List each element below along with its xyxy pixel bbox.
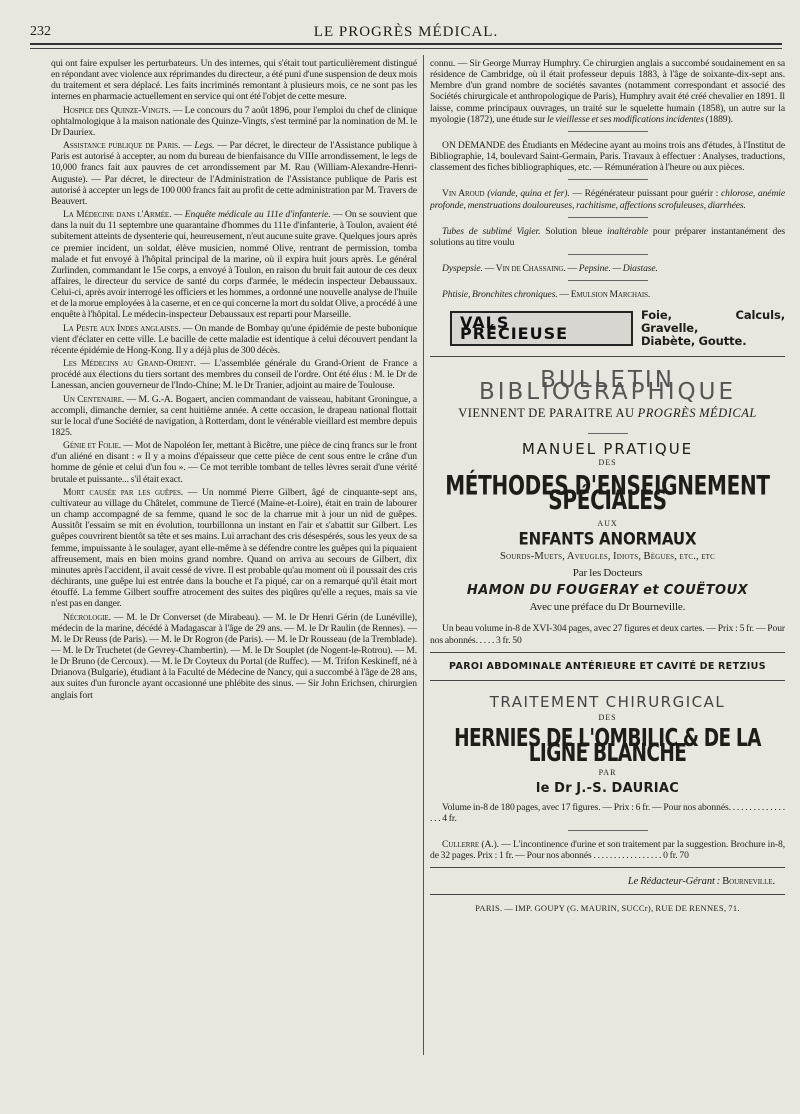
news-body: — Par décret, le directeur de l'Assistance publique à Paris est autorisé à accepter, au nom du bureau de bienfaisance du VIIIe arrondissement, le legs de 10,000 francs fait aux pauvres de cet arrondissement par M. Rau (William-Alexandre-Henri-Auguste). — Par décret, le directeur de l'Administration de l'Assistance publique de Paris est autorisé à accepter un legs de 100 000 francs fait au profit de cette administration par M. Travers de Beauvert. (51, 140, 417, 207)
book-preface: Avec une préface du Dr Bourneville. (529, 601, 686, 614)
advert-text: Solution bleue (540, 225, 608, 237)
book-title: le vieillesse et ses modifications incidentes (546, 113, 704, 125)
bulletin-title: BULLETIN BIBLIOGRAPHIQUE (478, 367, 737, 405)
bulletin-subtitle (430, 405, 785, 420)
section-rule (430, 894, 785, 895)
book-title-connector: DES (598, 457, 617, 467)
header-rule-thin (30, 48, 782, 49)
right-column (430, 58, 785, 1058)
advert-vals (450, 307, 785, 348)
advert-condition: Dyspepsie. (442, 263, 483, 275)
news-subheading: — Enquête médicale au 111e d'infanterie. (171, 209, 331, 221)
news-body: — L'assemblée générale du Grand-Orient de France a procédé aux élections du tiers sortant des membres du conseil de l'ordre. Ont été élus : M. le Dr de Lanessan, ancien gouverneur de l'Indo-Chine; M. le Dr Tranier, adjoint au maire de Toulouse. (51, 358, 417, 392)
book-title-methodes: MÉTHODES D'ENSEIGNEMENT SPÉCIALES (445, 468, 770, 517)
vals-indications (641, 309, 785, 348)
news-body: — On se souvient que dans la nuit du 11 septembre une quarantaine d'hommes du 111e d'infanterie, à Toulon, avaient été subitement atteints de dysenterie qui, heureusement, n'eut aucune suite grave. Quelques jours après ce premier incident, un soldat, élève musicien, nommé Olive, rentrant de permission, tomba malade et fut envoyé à l'hôpital principal de la marine, où il expira huit jours après. Le général Zurlinden, commandant le 15e corps, a envoyé à Toulon, en raison du bruit fait autour de ces deux affaires, le directeur du service de santé du corps d'armée, le médecin inspecteur Debaussaux. Celui-ci, après avoir interrogé les officiers et les hommes, a ordonné une nouvelle analyse de l'huile et de la morue employées à la caserne, et en ce qui concerne la mort du soldat Olive, a procédé à une enquête à l'hôpital. Le médecin-inspecteur Debaussaux est reparti pour Marseille. (51, 209, 417, 321)
news-item (51, 440, 417, 485)
section-rule (430, 867, 785, 868)
vals-line: Foie, Calculs, Gravelle, (640, 307, 785, 335)
header-rule (30, 43, 782, 45)
news-heading: Mort causée par les guêpes. (63, 486, 184, 498)
book-subtitle: Sourds-Muets, Aveugles, Idiots, Bègues, etc., etc (499, 550, 716, 562)
journal-title: LE PROGRÈS MÉDICAL. (313, 24, 499, 40)
news-item (51, 358, 417, 391)
advert-tubes-vigier (430, 226, 785, 248)
book-title-paroi: PAROI ABDOMINALE ANTÉRIEURE ET CAVITÉ DE RETZIUS (448, 660, 767, 672)
advert-brand: Tubes de sublimé Vigier. (442, 225, 541, 237)
continuation-end: (1889). (703, 113, 733, 125)
news-heading: La Médecine dans l'Armée. (63, 209, 172, 221)
separator (568, 280, 648, 281)
book-title-connector: AUX (597, 519, 618, 529)
separator (568, 131, 648, 132)
book-authors: HAMON DU FOUGERAY et COUËTOUX (466, 583, 749, 599)
advert-brand: Vin Aroud (442, 188, 488, 200)
advert-products: Pepsine. — Diastase. (578, 263, 658, 275)
subtitle-journal: PROGRÈS MÉDICAL (637, 405, 757, 420)
separator (588, 433, 628, 434)
page-number: 232 (30, 24, 51, 39)
news-item (51, 105, 417, 138)
separator (568, 254, 648, 255)
advert-indications: chlorose, anémie profonde, menstruations douloureuses, rachitisme, affections scrofuleuses, diarrhées. (430, 188, 785, 211)
advert-brand: — Vin de Chassaing. — (482, 263, 579, 275)
book-title-manuel: MANUEL PRATIQUE (521, 439, 694, 458)
news-heading: Nécrologie. (63, 611, 111, 623)
news-heading: La Peste aux Indes anglaises. (63, 322, 181, 334)
news-heading: Un Centenaire. (63, 393, 125, 405)
news-item (51, 140, 417, 207)
column-divider (423, 55, 424, 1055)
separator (568, 217, 648, 218)
advert-phtisie (430, 289, 785, 300)
left-column (51, 58, 417, 1058)
advert-cullerre (430, 839, 785, 861)
advert-on-demande: ON DEMANDE des Étudiants en Médecine ayant au moins trois ans d'études, à l'Institut de Bibliographie, 14, boulevard Saint-Germain, Paris. Travaux à effectuer : Analyses, traductions, classement des fiches bibliographiques, etc. — Rémunération à l'heure ou aux pièces. (430, 139, 785, 174)
news-heading: Génie et Folie. (63, 440, 122, 452)
news-body: — On mande de Bombay qu'une épidémie de peste bubonique vient d'éclater en cette ville. Le bacille de cette maladie est identique à celui découvert pendant la récente épidémie de Hong-Kong. Il y a déjà plus de 300 décès. (51, 322, 417, 356)
advert-brand: — Emulsion Marchais. (557, 289, 651, 301)
advert-vin-aroud (430, 188, 785, 210)
paragraph-continuation: qui ont faire expulser les perturbateurs. Un des internes, qui s'était tout particulièrement distingué en répondant avec violence aux réprimandes du directeur, a été puni d'une suspension de deux mois du traitement et sera déplacé. Les faits incriminés remontant à plusieurs mois, ce ne sont pas les internes en pharmacie actuellement en service qui ont été l'objet de cette mesure. (51, 58, 417, 103)
news-body: — M. le Dr Converset (de Mirabeau). — M. le Dr Henri Gérin (de Lunéville), médecin de la marine, décédé à Madagascar à l'âge de 29 ans. — M. le Dr Raulin (de Rennes). — M. le Dr Reuss (de Paris). — M. le Dr Rogron (de Paris). — M. le Dr Rousseau (de la Tremblade). — M. le Dr Truchetet (de Gevrey-Chambertin). — M. le Dr Souplet (de Nogent-le-Rotrou). — M. le Dr Bruno (de Cercoux). — M. le Dr Coyteux du Portal (de Ruffec). — M. Trifon Keskineff, né à Drianova (Bulgarie), étudiant à la Faculté de Médecine de Nancy, qui a succombé à l'âge de 28 ans, aux suites d'un furoncle ayant occasionné une phlébite des sinus. — Sir John Erichsen, chirurgien anglais fort (51, 611, 417, 701)
news-body: — Le concours du 7 août 1896, pour l'emploi du chef de clinique ophtalmologique à la maison nationale des Quinze-Vingts, s'est terminé par la nomination de M. le Dr Dauriex. (51, 104, 417, 138)
printer-footer: PARIS. — IMP. GOUPY (G. MAURIN, SUCCr), RUE DE RENNES, 71. (475, 902, 740, 913)
advert-condition: Phtisie, Bronchites chroniques. (442, 289, 558, 301)
book-title-hernies: HERNIES DE L'OMBILIC & DE LA LIGNE BLANCHE (454, 724, 761, 768)
vals-logo: VALS PRÉCIEUSE (450, 311, 633, 345)
book-authors-label: Par les Docteurs (572, 566, 643, 579)
news-heading: Hospice des Quinze-Vingts. (63, 104, 171, 116)
book-author: le Dr J.-S. DAURIAC (535, 780, 680, 796)
advert-emphasis: inaltérable (607, 225, 649, 237)
news-item (51, 209, 417, 321)
advert-author: Cullerre (A.). (442, 839, 499, 851)
news-item (51, 394, 417, 439)
editor-signature (430, 876, 775, 887)
book-title-traitement: TRAITEMENT CHIRURGICAL (489, 692, 726, 711)
section-rule (430, 356, 785, 357)
section-rule (430, 652, 785, 653)
news-item (51, 323, 417, 356)
vals-line: Diabète, Goutte. (640, 333, 747, 348)
book-price-line: Volume in-8 de 180 pages, avec 17 figures. — Prix : 6 fr. — Pour nos abonnés. . . . . . . . . . . . . . . . . 4 fr. (430, 801, 785, 824)
signature-label: Le Rédacteur-Gérant : (627, 876, 723, 888)
news-heading: Assistance publique de Paris. (63, 140, 181, 152)
advert-text: — Régénérateur puissant pour guérir : (569, 188, 721, 200)
separator (568, 830, 648, 831)
news-heading: Les Médecins au Grand-Orient. (63, 358, 196, 370)
news-item (51, 612, 417, 701)
advert-detail: (viande, quina et fer). (487, 188, 570, 200)
news-item (51, 487, 417, 610)
signature-name: Bourneville. (722, 876, 775, 888)
book-title-enfants: ENFANTS ANORMAUX (518, 528, 697, 549)
book-price-line: Un beau volume in-8 de XVI-304 pages, avec 27 figures et deux cartes. — Prix : 5 fr. — Pour nos abonnés. . . . . 3 fr. 50 (430, 623, 785, 646)
book-author-label: PAR (598, 768, 617, 778)
paragraph-continuation (430, 58, 785, 125)
subtitle-text: VIENNENT DE PARAITRE AU (458, 405, 638, 420)
continuation-text: connu. — Sir George Murray Humphry. Ce chirurgien anglais a succombé soudainement en sa résidence de Cambridge, où il était professeur depuis 1883, à l'âge de soixante-dix-sept ans. Membre d'un grand nombre de sociétés savantes (notamment correspondant et associé des Sociétés chirurgicale et anthropologique de Paris), Humphry avait été créé chevalier en 1891. Il laisse, comme principaux ouvrages, un traité sur le squelette humain (1858), un autre sur la myologie (1872), une étude sur (430, 58, 785, 125)
separator (568, 179, 648, 180)
news-body: — Un nommé Pierre Gilbert, âgé de cinquante-sept ans, cultivateur au village du Châtelet, commune de Tiercé (Maine-et-Loire), était en train de labourer un champ accompagné de sa femme, quand le soc de la charrue mit à jour un nid de guêpes. Aussitôt l'essaim se mit en évolution, tourbillonna un instant en l'air et s'abattit sur Gilbert. Les guêpes couvrirent bientôt sa tête et ses mains. Lui arrachant des cris désespérés, sous les yeux de sa femme, impuissante à le soulager, ayant elle-même à se défendre contre les guêpes qui la piquaient affreusement, mais en bien moins grand nombre. Quand on arriva au secours de Gilbert, dix minutes après l'accident, il avait cessé de vivre. Il est probable qu'au moment où il poussait des cris déchirants, une guêpe lui est entrée dans la bouche et l'a piqué, car on a remarqué qu'il était mort étouffé. La femme Gilbert souffre atrocement des suites des piqûres qu'elle a reçues, mais sa vie n'est pas en danger. (51, 486, 417, 610)
advert-text-end: pour préparer instantanément des solutions au titre voulu (430, 225, 785, 248)
advert-text: — L'incontinence d'urine et son traitement par la suggestion. Brochure in-8, de 32 pages. Prix : 1 fr. — Pour nos abonnés . . . . . . . . . . . . . . . . . 0 fr. 70 (430, 839, 785, 862)
news-body: — M. G.-A. Bogaert, ancien commandant de vaisseau, habitant Groningue, a accompli, dimanche dernier, sa cent huitième année. A cette occasion, le drapeau national flottait sur le local d'une Société de navigation, à Rotterdam, dont le vénérable vieillard est membre depuis 1825. (51, 393, 417, 438)
book-title-connector: DES (598, 713, 617, 722)
section-rule (430, 680, 785, 681)
news-subheading: — Legs. (180, 140, 215, 152)
news-body: — Mot de Napoléon Ier, mettant à Bicêtre, une pièce de cinq francs sur le front d'un aliéné en disant : « Il y a moins d'épaisseur que cette pièce de cent sous entre le crâne d'un homme de génie et celui d'un fou ». — Ce mot terrible tombant de telles lèvres serait d'une vérité brutale et puissante... s'il était exact. (51, 440, 417, 485)
advert-dyspepsie (430, 263, 785, 274)
